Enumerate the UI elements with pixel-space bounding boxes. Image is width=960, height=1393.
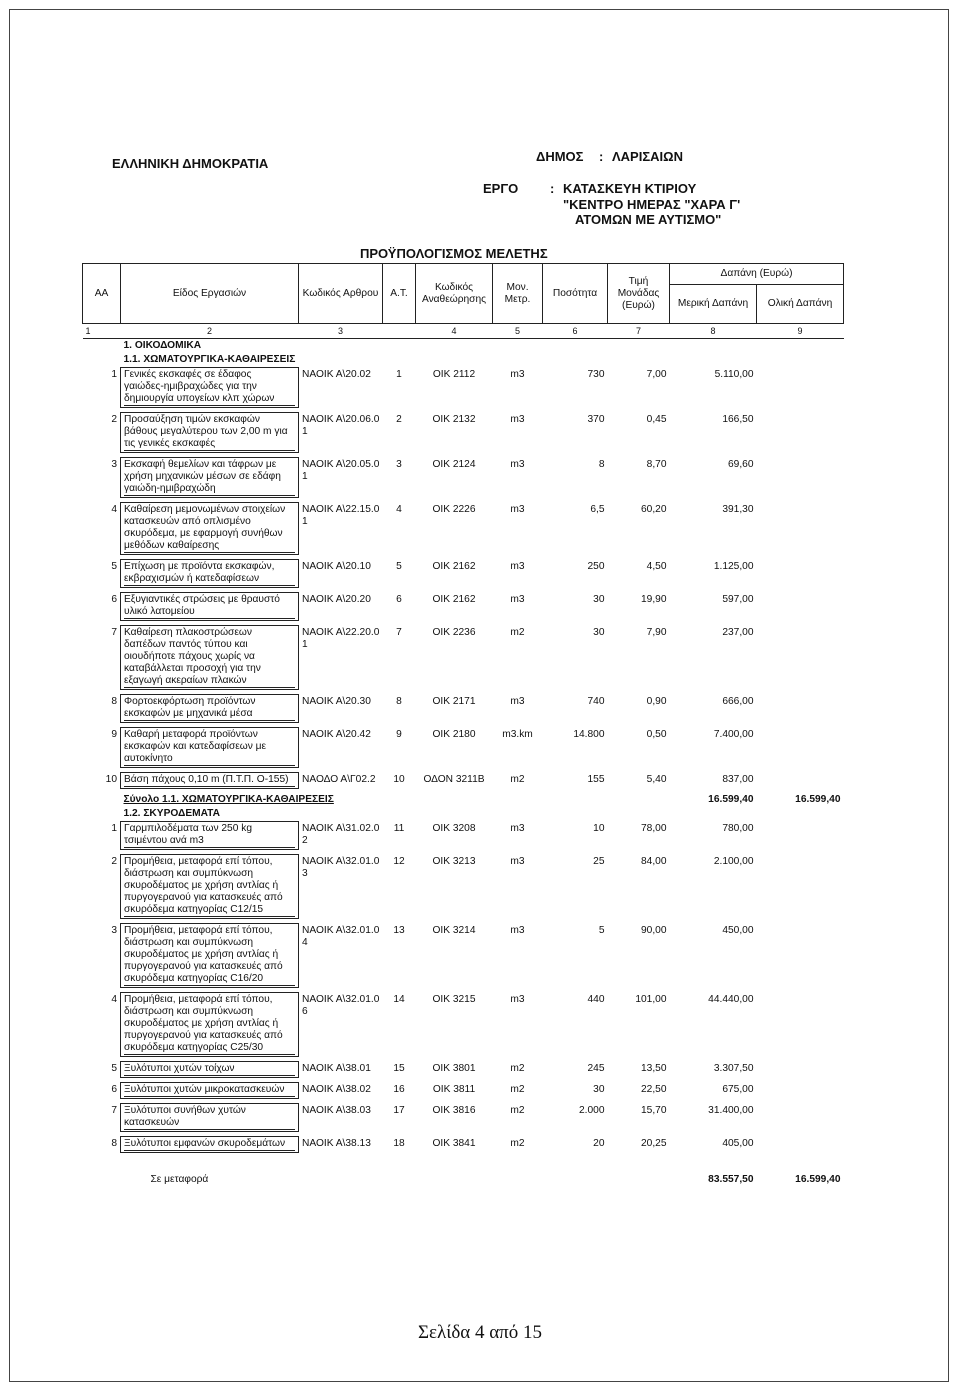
col-oliki: Ολική Δαπάνη — [757, 285, 844, 324]
partial-cost: 405,00 — [722, 1137, 754, 1149]
description-line: σκυροδέματος με χρήση αντλίας ή — [124, 1018, 279, 1029]
unit-price: 84,00 — [641, 855, 667, 867]
partial-cost: 675,00 — [722, 1083, 754, 1095]
unit-price: 8,70 — [646, 458, 667, 470]
revision-code: ΟΙΚ 3214 — [432, 924, 476, 936]
items-earthworks — [83, 368, 844, 794]
item-description — [121, 822, 299, 850]
item-description — [121, 993, 299, 1057]
item-at: 1 — [396, 368, 402, 380]
table-row — [83, 1083, 844, 1099]
unit: m3 — [510, 413, 525, 425]
total-cost — [757, 695, 844, 723]
total-cost — [757, 1104, 844, 1132]
revision-code: ΟΙΚ 2112 — [432, 368, 476, 380]
revision-code: ΟΙΚ 3208 — [432, 822, 476, 834]
item-description — [121, 413, 299, 453]
table-row — [83, 773, 844, 789]
unit: m3 — [510, 503, 525, 515]
unit-price: 78,00 — [641, 822, 667, 834]
table-row — [83, 593, 844, 621]
description-line: καταβάλλεται προσοχή για την — [124, 663, 261, 674]
description-line: Καθαίρεση πλακοστρώσεων — [124, 627, 252, 638]
project-line-1: ΚΑΤΑΣΚΕΥΗ ΚΤΙΡΙΟΥ — [563, 181, 697, 196]
description-line: χρήση μηχανικών μέσων σε εδάφη — [124, 471, 281, 482]
article-code: ΝΑΟΙΚ Α\38.13 — [302, 1137, 371, 1149]
description-line: Προμήθεια, μεταφορά επί τόπου, — [124, 994, 273, 1005]
article-code: ΝΑΟΙΚ Α\38.02 — [302, 1083, 371, 1095]
revision-code: ΟΙΚ 2171 — [432, 695, 476, 707]
subsection-heading: 1.2. ΣΚΥΡΟΔΕΜΑΤΑ — [123, 808, 220, 819]
table-row — [83, 993, 844, 1057]
article-code: ΝΑΟΙΚ Α\38.03 — [302, 1104, 371, 1116]
total-cost — [757, 993, 844, 1057]
quantity: 30 — [593, 1083, 605, 1095]
unit: m2 — [510, 626, 525, 638]
row-number: 10 — [105, 773, 117, 785]
quantity: 6,5 — [590, 503, 605, 515]
unit-price: 5,40 — [646, 773, 667, 785]
quantity: 155 — [587, 773, 605, 785]
partial-cost: 237,00 — [722, 626, 754, 638]
col-number: 4 — [416, 324, 493, 339]
article-code: ΝΑΟΙΚ Α\20.05.01 — [302, 458, 380, 482]
column-number-row — [83, 324, 844, 339]
description-line: Καθαίρεση μεμονωμένων στοιχείων — [124, 504, 286, 515]
quantity: 440 — [587, 993, 605, 1005]
row-number: 5 — [111, 1062, 117, 1074]
quantity: 30 — [593, 626, 605, 638]
item-description — [121, 368, 299, 408]
description-line: σκυροδέματος με χρήση αντλίας ή — [124, 880, 279, 891]
unit: m3 — [510, 368, 525, 380]
description-line: τσιμέντου ανά m3 — [124, 835, 295, 848]
item-at: 11 — [393, 822, 405, 834]
items-concrete — [83, 822, 844, 1158]
description-line: δημιουργία υπογείων κλπ χώρων — [124, 393, 295, 406]
col-number: 8 — [670, 324, 757, 339]
item-at: 14 — [393, 993, 405, 1005]
header-row — [83, 264, 844, 285]
item-description — [121, 1104, 299, 1132]
description-line: εξαγωγή ακεραίων πλακών — [124, 675, 295, 688]
article-code: ΝΑΟΙΚ Α\20.42 — [302, 728, 371, 740]
item-description — [121, 773, 299, 789]
description-line: κατασκευών — [124, 1117, 295, 1130]
total-cost — [757, 503, 844, 555]
partial-cost: 31.400,00 — [708, 1104, 754, 1116]
unit: m3 — [510, 458, 525, 470]
unit: m3 — [510, 855, 525, 867]
article-code: ΝΑΟΙΚ Α\32.01.03 — [302, 855, 380, 879]
description-line: γαιώδη-ημιβραχώδη — [124, 483, 295, 496]
revision-code: ΟΙΚ 3816 — [432, 1104, 476, 1116]
description-line: Ξυλότυποι εμφανών σκυροδεμάτων — [124, 1138, 295, 1151]
table-row — [83, 1104, 844, 1132]
unit-price: 7,90 — [646, 626, 667, 638]
description-line: σκυρόδεμα, με εφαρμογή συνήθων — [124, 528, 283, 539]
carry-partial: 83.557,50 — [708, 1174, 754, 1185]
unit-price: 22,50 — [641, 1083, 667, 1095]
page-number: Σελίδα 4 από 15 — [417, 1322, 543, 1343]
col-dapani: Δαπάνη (Ευρώ) — [670, 264, 844, 285]
subtotal-label: Σύνολο 1.1. ΧΩΜΑΤΟΥΡΓΙΚΑ-ΚΑΘΑΙΡΕΣΕΙΣ — [123, 794, 334, 805]
revision-code: ΟΙΚ 2226 — [432, 503, 476, 515]
col-aa: AA — [83, 264, 121, 324]
article-code: ΝΑΟΙΚ Α\38.01 — [302, 1062, 371, 1074]
article-code: ΝΑΟΙΚ Α\32.01.06 — [302, 993, 380, 1017]
item-at: 2 — [396, 413, 402, 425]
revision-code: ΟΙΚ 3801 — [432, 1062, 476, 1074]
quantity: 8 — [598, 458, 605, 470]
col-at: A.T. — [383, 264, 416, 324]
description-line: Καθαρή μεταφορά προϊόντων — [124, 729, 258, 740]
revision-code: ΟΙΚ 3841 — [432, 1137, 476, 1149]
description-line: διάστρωση και συμπύκνωση — [124, 868, 254, 879]
revision-code: ΟΙΚ 2162 — [432, 593, 476, 605]
row-number: 2 — [111, 413, 117, 425]
item-description — [121, 728, 299, 768]
partial-cost: 7.400,00 — [713, 728, 754, 740]
revision-code: ΟΙΚ 3215 — [432, 993, 476, 1005]
revision-code: ΟΙΚ 3213 — [432, 855, 476, 867]
row-number: 4 — [111, 993, 117, 1005]
article-code: ΝΑΟΔΟ Α\Γ02.2 — [302, 773, 376, 785]
unit: m3 — [510, 560, 525, 572]
article-code: ΝΑΟΙΚ Α\20.02 — [302, 368, 371, 380]
description-line: σκυρόδεμα κατηγορίας C12/15 — [124, 904, 295, 917]
col-number: 7 — [608, 324, 670, 339]
subsection-heading: 1.1. ΧΩΜΑΤΟΥΡΓΙΚΑ-ΚΑΘΑΙΡΕΣΕΙΣ — [123, 354, 296, 365]
table-row — [83, 368, 844, 408]
description-line: εκσκαφών και κατεδαφίσεων με — [124, 741, 267, 752]
unit-price: 90,00 — [641, 924, 667, 936]
item-at: 6 — [396, 593, 402, 605]
row-number: 8 — [111, 1137, 117, 1149]
row-number: 3 — [111, 924, 117, 936]
unit-price: 7,00 — [646, 368, 667, 380]
description-line: Ξυλότυποι χυτών μικροκατασκευών — [124, 1084, 295, 1097]
partial-cost: 5.110,00 — [714, 368, 754, 380]
row-number: 9 — [111, 728, 117, 740]
description-line: διάστρωση και συμπύκνωση — [124, 1006, 254, 1017]
item-at: 3 — [396, 458, 402, 470]
partial-cost: 1.125,00 — [713, 560, 754, 572]
project-line-2: "ΚΕΝΤΡΟ ΗΜΕΡΑΣ "ΧΑΡΑ Γ' — [563, 197, 741, 212]
unit: m3 — [510, 822, 525, 834]
article-code: ΝΑΟΙΚ Α\31.02.02 — [302, 822, 380, 846]
project-line-3: ΑΤΟΜΩΝ ΜΕ ΑΥΤΙΣΜΟ" — [575, 212, 722, 227]
unit-price: 15,70 — [641, 1104, 667, 1116]
partial-cost: 166,50 — [722, 413, 754, 425]
item-at: 10 — [393, 773, 405, 785]
description-line: Προμήθεια, μεταφορά επί τόπου, — [124, 856, 273, 867]
row-number: 8 — [111, 695, 117, 707]
description-line: πυργογερανού για κατασκευές από — [124, 1030, 283, 1041]
item-description — [121, 560, 299, 588]
total-cost — [757, 855, 844, 919]
quantity: 14.800 — [573, 728, 605, 740]
subtotal-total: 16.599,40 — [795, 794, 841, 805]
description-line: οιουδήποτε πάχους χωρίς να — [124, 651, 255, 662]
partial-cost: 450,00 — [722, 924, 754, 936]
municipality-name: ΛΑΡΙΣΑΙΩΝ — [612, 149, 683, 164]
table-row — [83, 1137, 844, 1153]
item-at: 16 — [393, 1083, 405, 1095]
total-cost — [757, 924, 844, 988]
item-description — [121, 924, 299, 988]
article-code: ΝΑΟΙΚ Α\22.15.01 — [302, 503, 380, 527]
article-code: ΝΑΟΙΚ Α\20.30 — [302, 695, 371, 707]
total-cost — [757, 773, 844, 789]
item-description — [121, 1083, 299, 1099]
col-timi: Τιμή Μονάδας (Ευρώ) — [608, 264, 670, 324]
subtotal-partial: 16.599,40 — [708, 794, 754, 805]
row-number: 7 — [111, 1104, 117, 1116]
quantity: 740 — [587, 695, 605, 707]
item-at: 7 — [396, 626, 402, 638]
row-number: 1 — [111, 822, 117, 834]
unit-price: 0,45 — [646, 413, 667, 425]
total-cost — [757, 458, 844, 498]
unit: m2 — [510, 1104, 525, 1116]
description-line: εκβραχισμών ή κατεδαφίσεων — [124, 573, 295, 586]
table-row — [83, 695, 844, 723]
row-number: 6 — [111, 1083, 117, 1095]
article-code: ΝΑΟΙΚ Α\20.06.01 — [302, 413, 380, 437]
item-at: 17 — [393, 1104, 405, 1116]
quantity: 2.000 — [579, 1104, 605, 1116]
partial-cost: 780,00 — [722, 822, 754, 834]
table-row — [83, 503, 844, 555]
description-line: Εκσκαφή θεμελίων και τάφρων με — [124, 459, 277, 470]
partial-cost: 2.100,00 — [713, 855, 754, 867]
description-line: μεθόδων καθαίρεσης — [124, 540, 295, 553]
description-line: αυτοκίνητο — [124, 753, 295, 766]
unit: m3.km — [502, 728, 533, 740]
item-at: 15 — [393, 1062, 405, 1074]
revision-code: ΟΔΟΝ 3211Β — [423, 773, 485, 785]
carry-total: 16.599,40 — [795, 1174, 841, 1185]
item-description — [121, 1137, 299, 1153]
item-description — [121, 695, 299, 723]
partial-cost: 69,60 — [728, 458, 754, 470]
carry-label: Σε μεταφορά — [150, 1174, 209, 1185]
item-at: 9 — [396, 728, 402, 740]
table-row — [83, 924, 844, 988]
unit-price: 60,20 — [641, 503, 667, 515]
unit-price: 19,90 — [641, 593, 667, 605]
description-line: πυργογερανού για κατασκευές από — [124, 892, 283, 903]
quantity: 20 — [593, 1137, 605, 1149]
description-line: Εξυγιαντικές στρώσεις με θραυστό — [124, 594, 280, 605]
description-line: κατασκευών από οπλισμένο — [124, 516, 251, 527]
description-line: υλικό λατομείου — [124, 606, 295, 619]
revision-code: ΟΙΚ 2162 — [432, 560, 476, 572]
description-line: Ξυλότυποι συνήθων χυτών — [124, 1105, 246, 1116]
article-code: ΝΑΟΙΚ Α\20.10 — [302, 560, 371, 572]
description-line: βάθους μεγαλύτερου των 2,00 m για — [124, 426, 288, 437]
description-line: γαιώδες-ημιβραχώδες για την — [124, 381, 257, 392]
item-at: 13 — [393, 924, 405, 936]
partial-cost: 837,00 — [722, 773, 754, 785]
item-description — [121, 593, 299, 621]
description-line: σκυρόδεμα κατηγορίας C25/30 — [124, 1042, 295, 1055]
republic-heading: ΕΛΛΗΝΙΚΗ ΔΗΜΟΚΡΑΤΙΑ — [112, 156, 269, 171]
item-description — [121, 855, 299, 919]
quantity: 370 — [587, 413, 605, 425]
total-cost — [757, 1083, 844, 1099]
revision-code: ΟΙΚ 2124 — [432, 458, 476, 470]
col-kodikos-anatheorisis: Κωδικός Αναθεώρησης — [416, 264, 493, 324]
table-row — [83, 855, 844, 919]
unit-price: 4,50 — [646, 560, 667, 572]
unit-price: 13,50 — [641, 1062, 667, 1074]
description-line: Φορτοεκφόρτωση προϊόντων — [124, 696, 256, 707]
row-number: 6 — [111, 593, 117, 605]
estimate-table — [82, 263, 844, 1187]
table-row — [83, 822, 844, 850]
description-line: Βάση πάχους 0,10 m (Π.Τ.Π. Ο-155) — [124, 774, 295, 787]
quantity: 10 — [593, 822, 605, 834]
item-description — [121, 626, 299, 690]
unit: m2 — [510, 773, 525, 785]
col-number: 9 — [757, 324, 844, 339]
carry-row — [83, 1173, 844, 1187]
quantity: 25 — [593, 855, 605, 867]
document-title: ΠΡΟΫΠΟΛΟΓΙΣΜΟΣ ΜΕΛΕΤΗΣ — [360, 246, 548, 261]
row-number: 5 — [111, 560, 117, 572]
item-at: 5 — [396, 560, 402, 572]
item-at: 8 — [396, 695, 402, 707]
total-cost — [757, 626, 844, 690]
article-code: ΝΑΟΙΚ Α\32.01.04 — [302, 924, 380, 948]
item-at: 18 — [393, 1137, 405, 1149]
revision-code: ΟΙΚ 2132 — [432, 413, 476, 425]
col-kodikos-arthrou: Κωδικός Αρθρου — [299, 264, 383, 324]
row-number: 2 — [111, 855, 117, 867]
quantity: 30 — [593, 593, 605, 605]
table-row — [83, 1062, 844, 1078]
item-description — [121, 1062, 299, 1078]
total-cost — [757, 728, 844, 768]
unit: m3 — [510, 593, 525, 605]
partial-cost: 597,00 — [722, 593, 754, 605]
col-eidos: Είδος Εργασιών — [121, 264, 299, 324]
description-line: Επίχωση με προϊόντα εκσκαφών, — [124, 561, 275, 572]
unit: m3 — [510, 695, 525, 707]
col-posotita: Ποσότητα — [543, 264, 608, 324]
item-at: 12 — [393, 855, 405, 867]
project-label: ΕΡΓΟ — [483, 181, 519, 196]
description-line: τις γενικές εκσκαφές — [124, 438, 295, 451]
col-number: 3 — [299, 324, 383, 339]
table-row — [83, 626, 844, 690]
revision-code: ΟΙΚ 2236 — [432, 626, 476, 638]
partial-cost: 3.307,50 — [713, 1062, 754, 1074]
total-cost — [757, 413, 844, 453]
article-code: ΝΑΟΙΚ Α\22.20.01 — [302, 626, 380, 650]
revision-code: ΟΙΚ 2180 — [432, 728, 476, 740]
col-number: 5 — [493, 324, 543, 339]
col-number: 1 — [83, 324, 121, 339]
quantity: 5 — [598, 924, 605, 936]
section-heading: 1. ΟΙΚΟΔΟΜΙΚΑ — [123, 340, 202, 351]
unit: m3 — [510, 924, 525, 936]
description-line: εκσκαφών με μηχανικά μέσα — [124, 708, 295, 721]
unit-price: 101,00 — [635, 993, 667, 1005]
quantity: 730 — [587, 368, 605, 380]
row-number: 7 — [111, 626, 117, 638]
partial-cost: 391,30 — [722, 503, 754, 515]
item-at: 4 — [396, 503, 402, 515]
description-line: Προμήθεια, μεταφορά επί τόπου, — [124, 925, 273, 936]
description-line: δαπέδων παντός τύπου και — [124, 639, 248, 650]
description-line: Ξυλότυποι χυτών τοίχων — [124, 1063, 295, 1076]
partial-cost: 44.440,00 — [708, 993, 754, 1005]
unit: m2 — [510, 1062, 525, 1074]
quantity: 245 — [587, 1062, 605, 1074]
total-cost — [757, 368, 844, 408]
item-description — [121, 503, 299, 555]
total-cost — [757, 1062, 844, 1078]
row-number: 3 — [111, 458, 117, 470]
project-sep: : — [550, 181, 555, 196]
col-meriki: Μερική Δαπάνη — [670, 285, 757, 324]
municipality-label: ΔΗΜΟΣ — [536, 149, 584, 164]
row-number: 4 — [111, 503, 117, 515]
description-line: σκυροδέματος με χρήση αντλίας ή — [124, 949, 279, 960]
col-monada: Μον. Μετρ. — [493, 264, 543, 324]
item-description — [121, 458, 299, 498]
row-number: 1 — [111, 368, 117, 380]
total-cost — [757, 1137, 844, 1153]
partial-cost: 666,00 — [722, 695, 754, 707]
description-line: διάστρωση και συμπύκνωση — [124, 937, 254, 948]
unit-price: 20,25 — [641, 1137, 667, 1149]
table-row — [83, 413, 844, 453]
description-line: σκυρόδεμα κατηγορίας C16/20 — [124, 973, 295, 986]
revision-code: ΟΙΚ 3811 — [432, 1083, 476, 1095]
article-code: ΝΑΟΙΚ Α\20.20 — [302, 593, 371, 605]
description-line: πυργογερανού για κατασκευές από — [124, 961, 283, 972]
unit-price: 0,90 — [646, 695, 667, 707]
quantity: 250 — [587, 560, 605, 572]
unit: m3 — [510, 993, 525, 1005]
table-row — [83, 458, 844, 498]
description-line: Προσαύξηση τιμών εκσκαφών — [124, 414, 260, 425]
total-cost — [757, 593, 844, 621]
description-line: Γαρμπιλοδέματα των 250 kg — [124, 823, 252, 834]
municipality-sep: : — [599, 149, 604, 164]
table-row — [83, 728, 844, 768]
unit-price: 0,50 — [646, 728, 667, 740]
total-cost — [757, 560, 844, 588]
subtotal-row — [83, 793, 844, 807]
description-line: Γενικές εκσκαφές σε έδαφος — [124, 369, 252, 380]
total-cost — [757, 822, 844, 850]
unit: m2 — [510, 1083, 525, 1095]
col-number: 6 — [543, 324, 608, 339]
table-row — [83, 560, 844, 588]
col-number: 2 — [121, 324, 299, 339]
unit: m2 — [510, 1137, 525, 1149]
